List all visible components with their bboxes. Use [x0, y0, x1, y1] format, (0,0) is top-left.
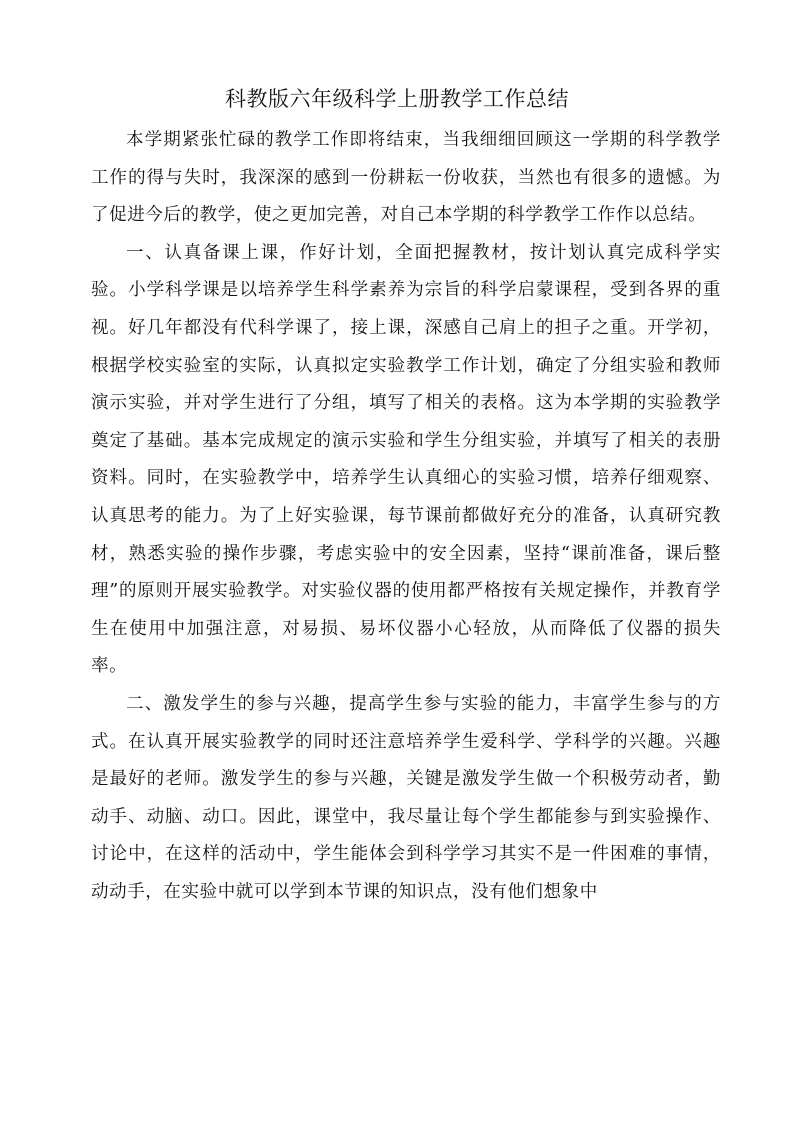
document-title: 科教版六年级科学上册教学工作总结 [225, 87, 569, 111]
paragraph-section-two: 二、激发学生的参与兴趣，提高学生参与实验的能力，丰富学生参与的方式。在认真开展实验教学的同时还注意培养学生爱科学、学科学的兴趣。兴趣是最好的老师。激发学生的参与兴趣，关键是激发学生做一个积极劳动者，勤动手、动脑、动口。因此，课堂中，我尽量让每个学生都能参与到实验操作、讨论中，在这样的活动中，学生能体会到科学学习其实不是一件困难的事情，动动手，在实验中就可以学到本节课的知识点，没有他们想象中 [91, 693, 721, 902]
paragraph-section-one: 一、认真备课上课，作好计划，全面把握教材，按计划认真完成科学实验。小学科学课是以培养学生科学素养为宗旨的科学启蒙课程，受到各界的重视。好几年都没有代科学课了，接上课，深感自己肩上的担子之重。开学初，根据学校实验室的实际，认真拟定实验教学工作计划，确定了分组实验和教师演示实验，并对学生进行了分组，填写了相关的表格。这为本学期的实验教学奠定了基础。基本完成规定的演示实验和学生分组实验，并填写了相关的表册资料。同时，在实验教学中，培养学生认真细心的实验习惯，培养仔细观察、认真思考的能力。为了上好实验课，每节课前都做好充分的准备，认真研究教材，熟悉实验的操作步骤，考虑实验中的安全因素，坚持“课前准备，课后整理”的原则开展实验教学。对实验仪器的使用都严格按有关规定操作，并教育学生在使用中加强注意，对易损、易坏仪器小心轻放，从而降低了仪器的损失率。 [91, 242, 721, 677]
paragraph-intro: 本学期紧张忙碌的教学工作即将结束，当我细细回顾这一学期的科学教学工作的得与失时，我深深的感到一份耕耘一份收获，当然也有很多的遗憾。为了促进今后的教学，使之更加完善，对自己本学期的科学教学工作作以总结。 [91, 130, 721, 226]
document-body [91, 122, 721, 911]
